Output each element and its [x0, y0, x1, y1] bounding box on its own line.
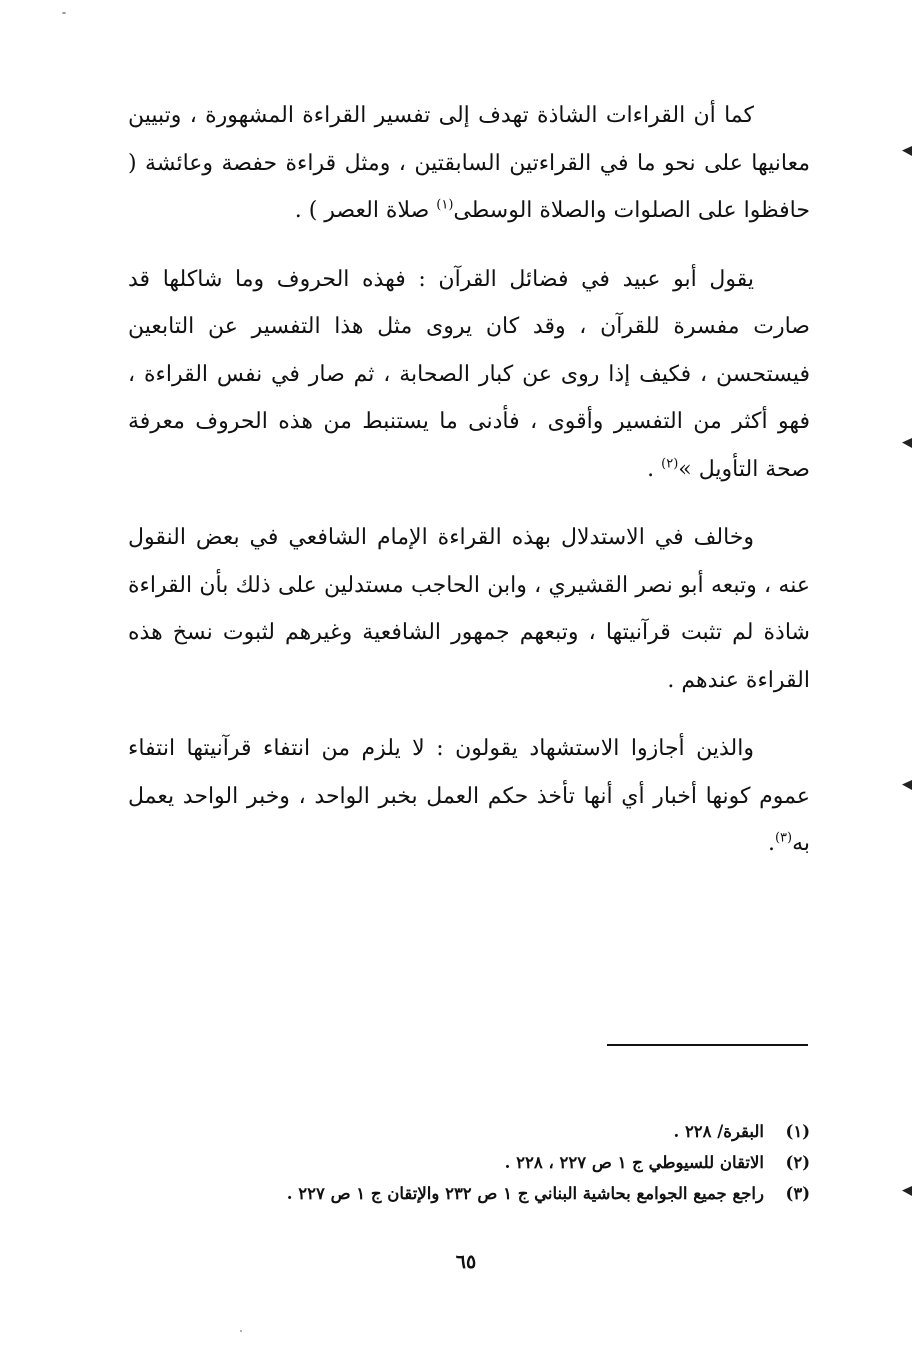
footnote-text: راجع جميع الجوامع بحاشية البناني ج ١ ص ٢٣٢ والإتقان ج ١ ص ٢٢٧ .	[286, 1184, 764, 1203]
paragraph-1-text: كما أن القراءات الشاذة تهدف إلى تفسير القراءة المشهورة ، وتبيين معانيها على نحو ما في القراءتين السابقتين ، ومثل قراءة حفصة وعائشة ( حافظوا على الصلوات والصلاة الوسطى	[128, 103, 810, 223]
paragraph-1-tail: صلاة العصر ) .	[294, 198, 437, 223]
footnote-3	[140, 1178, 810, 1209]
paragraph-2	[128, 256, 810, 494]
paragraph-4	[128, 725, 810, 868]
paragraph-4-tail: .	[767, 831, 775, 856]
footnote-ref-3: (٣)	[774, 830, 793, 846]
paragraph-3-text: وخالف في الاستدلال بهذه القراءة الإمام الشافعي في بعض النقول عنه ، وتبعه أبو نصر القشيري ، وابن الحاجب مستدلين على ذلك بأن القراءة شاذة لم تثبت قرآنيتها ، وتبعهم جمهور الشافعية وغيرهم لثبوت نسخ هذه القراءة عندهم .	[128, 525, 810, 693]
paragraph-2-tail: .	[647, 456, 662, 482]
scan-edge-mark	[902, 146, 912, 156]
footnote-number: (٣)	[785, 1184, 810, 1203]
footnote-number: (٢)	[785, 1153, 810, 1172]
footnote-divider	[607, 1044, 808, 1046]
footnote-number: (١)	[785, 1122, 810, 1141]
footnote-text: البقرة/ ٢٢٨ .	[673, 1122, 764, 1141]
footnote-1	[140, 1116, 810, 1147]
footnote-text: الاتقان للسيوطي ج ١ ص ٢٢٧ ، ٢٢٨ .	[504, 1153, 764, 1172]
page-number: ٦٥	[455, 1251, 477, 1273]
paragraph-3	[128, 514, 810, 704]
scan-edge-mark	[902, 438, 912, 448]
scan-speck	[240, 1330, 242, 1332]
scan-edge-mark	[902, 780, 912, 790]
scan-speck	[62, 12, 66, 14]
paragraph-1	[128, 92, 810, 235]
footnotes	[140, 1116, 810, 1209]
footnote-ref-2: (٢)	[661, 456, 679, 472]
footnote-2	[140, 1147, 810, 1178]
paragraph-4-text: والذين أجازوا الاستشهاد يقولون : لا يلزم من انتفاء قرآنيتها انتفاء عموم كونها أخبار أي أنها تأخذ حكم العمل بخبر الواحد ، وخبر الواحد يعمل به	[128, 736, 810, 856]
paragraph-2-text: يقول أبو عبيد في فضائل القرآن : فهذه الحروف وما شاكلها قد صارت مفسرة للقرآن ، وقد كان يروى مثل هذا التفسير عن التابعين فيستحسن ، فكيف إذا روى عن كبار الصحابة ، ثم صار في نفس القراءة ، فهو أكثر من التفسير وأقوى ، فأدنى ما يستنبط من هذه الحروف معرفة صحة التأويل »	[128, 266, 810, 482]
main-text	[128, 92, 810, 889]
footnote-ref-1: (١)	[436, 197, 454, 213]
scan-edge-mark	[902, 1186, 912, 1196]
